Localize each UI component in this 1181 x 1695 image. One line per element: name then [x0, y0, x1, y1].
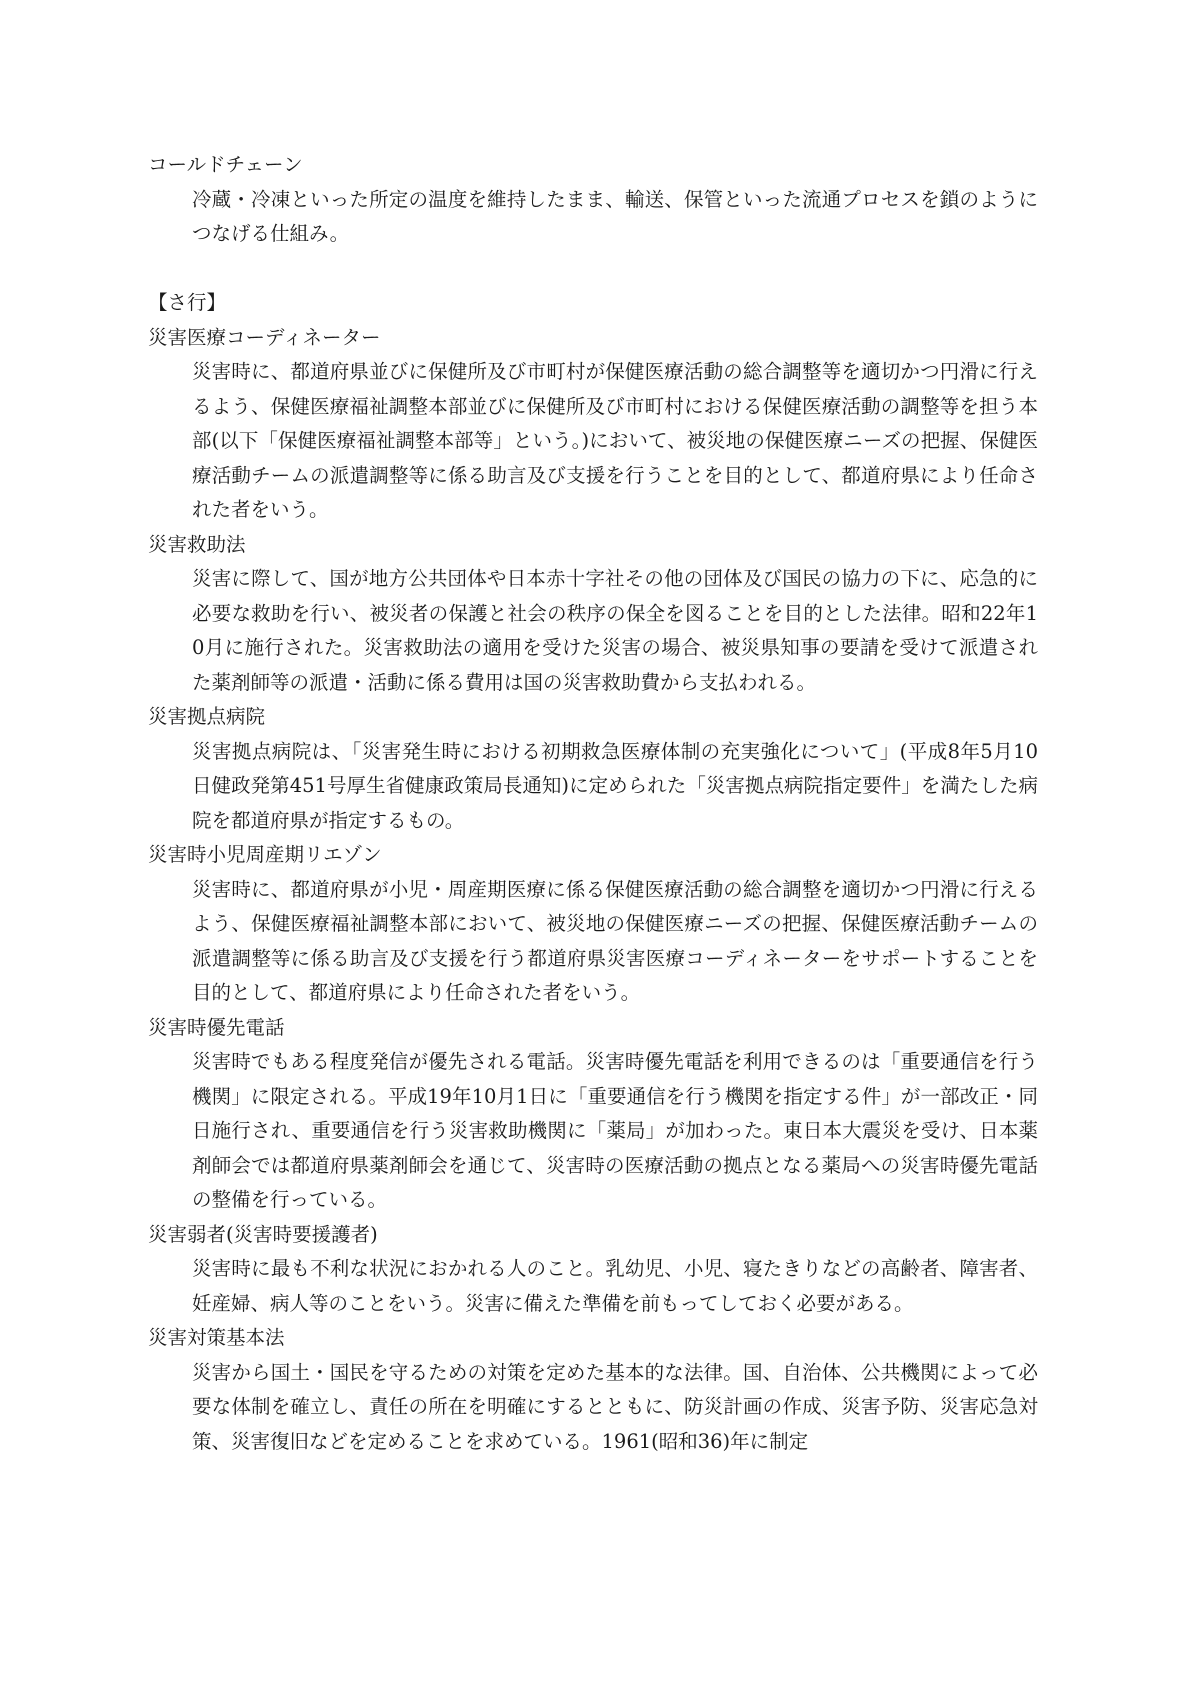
definition-cold-chain: 冷蔵・冷凍といった所定の温度を維持したまま、輸送、保管といった流通プロセスを鎖のようにつなげる仕組み。: [192, 187, 1038, 245]
definition-disaster-base-hospital: 災害拠点病院は、「災害発生時における初期救急医療体制の充実強化について」(平成8年5月10日健政発第451号厚生省健康政策局長通知)に定められた「災害拠点病院指定要件」を満たした病院を都道府県が指定するもの。: [192, 739, 1038, 832]
definition-disaster-countermeasures-act: 災害から国土・国民を守るための対策を定めた基本的な法律。国、自治体、公共機関によって必要な体制を確立し、責任の所在を明確にするとともに、防災計画の作成、災害予防、災害応急対策、災害復旧などを定めることを求めている。1961(昭和36)年に制定: [192, 1360, 1038, 1453]
term-disaster-base-hospital: 災害拠点病院: [148, 705, 266, 728]
definition-disaster-medical-coordinator: 災害時に、都道府県並びに保健所及び市町村が保健医療活動の総合調整等を適切かつ円滑に行えるよう、保健医療福祉調整本部並びに保健所及び市町村における保健医療活動の調整等を担う本部(以下「保健医療福祉調整本部等」という。)において、被災地の保健医療ニーズの把握、保健医療活動チームの派遣調整等に係る助言及び支援を行うことを目的として、都道府県により任命された者をいう。: [192, 360, 1038, 521]
term-disaster-countermeasures-act: 災害対策基本法: [148, 1326, 285, 1349]
blank-line: [148, 252, 1038, 287]
term-cold-chain: コールドチェーン: [148, 153, 303, 176]
term-disaster-medical-coordinator: 災害医療コーディネーター: [148, 325, 381, 349]
term-disaster-relief-act: 災害救助法: [148, 532, 246, 556]
term-vulnerable-people: 災害弱者(災害時要援護者): [148, 1222, 378, 1246]
section-heading-sa-row: 【さ行】: [148, 291, 227, 314]
definition-disaster-relief-act: 災害に際して、国が地方公共団体や日本赤十字社その他の団体及び国民の協力の下に、応急的に必要な救助を行い、被災者の保護と社会の秩序の保全を図ることを目的とした法律。昭和22年10月に施行された。災害救助法の適用を受けた災害の場合、被災県知事の要請を受けて派遣された薬剤師等の派遣・活動に係る費用は国の災害救助費から支払われる。: [192, 567, 1038, 694]
term-priority-telephone: 災害時優先電話: [148, 1015, 285, 1039]
definition-vulnerable-people: 災害時に最も不利な状況におかれる人のこと。乳幼児、小児、寝たきりなどの高齢者、障害者、妊産婦、病人等のことをいう。災害に備えた準備を前もってしておく必要がある。: [192, 1257, 1038, 1315]
term-perinatal-liaison: 災害時小児周産期リエゾン: [148, 843, 382, 866]
definition-priority-telephone: 災害時でもある程度発信が優先される電話。災害時優先電話を利用できるのは「重要通信を行う機関」に限定される。平成19年10月1日に「重要通信を行う機関を指定する件」が一部改正・同日施行され、重要通信を行う災害救助機関に「薬局」が加わった。東日本大震災を受け、日本薬剤師会では都道府県薬剤師会を通じて、災害時の医療活動の拠点となる薬局への災害時優先電話の整備を行っている。: [192, 1050, 1038, 1211]
glossary-body: [148, 148, 1038, 1459]
definition-perinatal-liaison: 災害時に、都道府県が小児・周産期医療に係る保健医療活動の総合調整を適切かつ円滑に行えるよう、保健医療福祉調整本部において、被災地の保健医療ニーズの把握、保健医療活動チームの派遣調整等に係る助言及び支援を行う都道府県災害医療コーディネーターをサポートすることを目的として、都道府県により任命された者をいう。: [192, 877, 1038, 1004]
